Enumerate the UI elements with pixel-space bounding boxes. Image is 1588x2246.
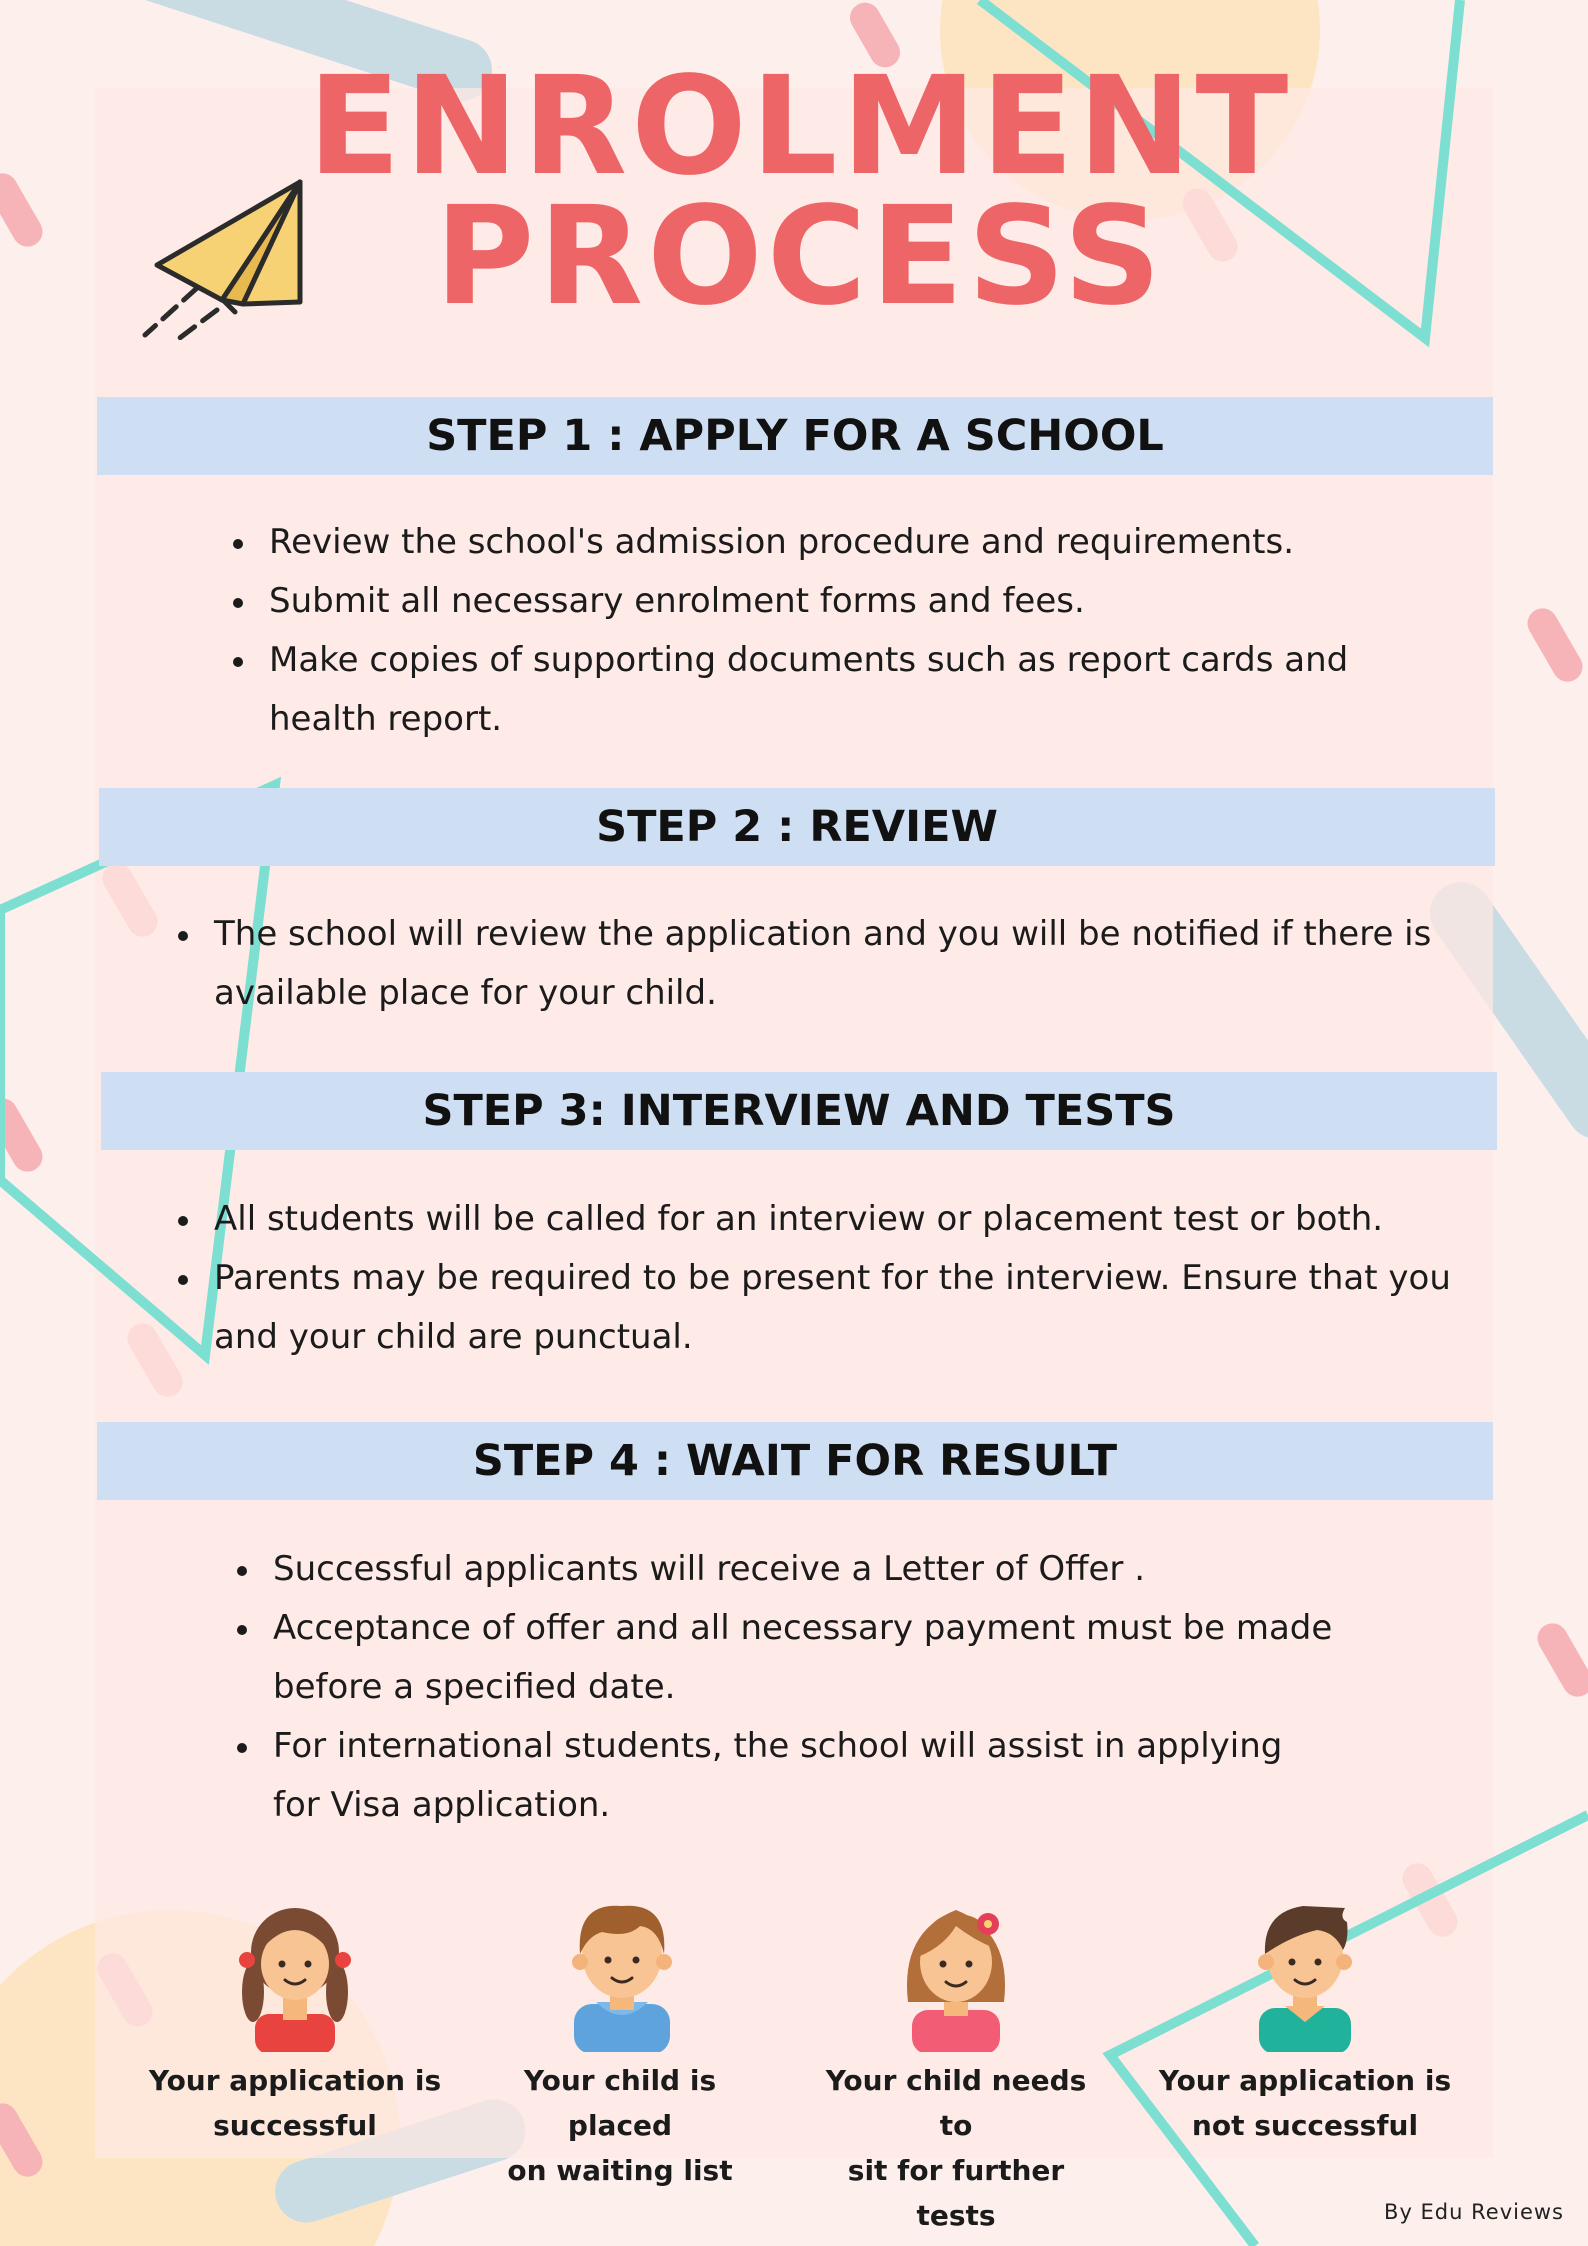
caption-line: sit for further tests [847,2154,1065,2232]
step-3-list [178,1190,1458,1367]
list-item: For international students, the school will assist in applying for Visa application. [237,1717,1337,1835]
list-item: Submit all necessary enrolment forms and fees. [233,572,1373,631]
girl-flower-icon [896,1892,1016,2052]
girl-pigtails-icon [235,1892,355,2052]
list-item: Successful applicants will receive a Letter of Offer . [237,1540,1337,1599]
outcome-caption-not-successful [1155,2058,1455,2148]
caption-line: Your application is [1158,2064,1452,2097]
caption-line: on waiting list [507,2154,733,2187]
outcome-caption-further-tests [806,2058,1106,2238]
step-1-heading: STEP 1 : APPLY FOR A SCHOOL [97,397,1493,475]
step-2-list [178,905,1448,1023]
title-line-2: PROCESS [434,178,1166,336]
title-line-1: ENROLMENT [307,48,1293,206]
credit-text: By Edu Reviews [1384,2200,1564,2224]
paper-plane-icon [135,170,315,340]
step-4-heading: STEP 4 : WAIT FOR RESULT [97,1422,1493,1500]
list-item: Review the school's admission procedure and requirements. [233,513,1373,572]
step-2-heading: STEP 2 : REVIEW [99,788,1495,866]
list-item: Acceptance of offer and all necessary payment must be made before a specified date. [237,1599,1337,1717]
step-4-list [237,1540,1337,1835]
outcome-caption-successful [145,2058,445,2148]
caption-line: Your child is placed [523,2064,717,2142]
caption-line: Your application is [148,2064,442,2097]
list-item: Make copies of supporting documents such as report cards and health report. [233,631,1399,749]
list-item: All students will be called for an interview or placement test or both. [178,1190,1458,1249]
outcome-caption-waiting-list [470,2058,770,2193]
step-3-heading: STEP 3: INTERVIEW AND TESTS [101,1072,1497,1150]
list-item: The school will review the application and you will be notified if there is available place for your child. [178,905,1448,1023]
boy-teal-shirt-icon [1245,1892,1365,2052]
list-item: Parents may be required to be present for the interview. Ensure that you and your child are punctual. [178,1249,1458,1367]
boy-hoodie-icon [562,1892,682,2052]
step-1-list [233,513,1373,749]
caption-line: successful [213,2109,377,2142]
caption-line: not successful [1191,2109,1419,2142]
caption-line: Your child needs to [825,2064,1087,2142]
